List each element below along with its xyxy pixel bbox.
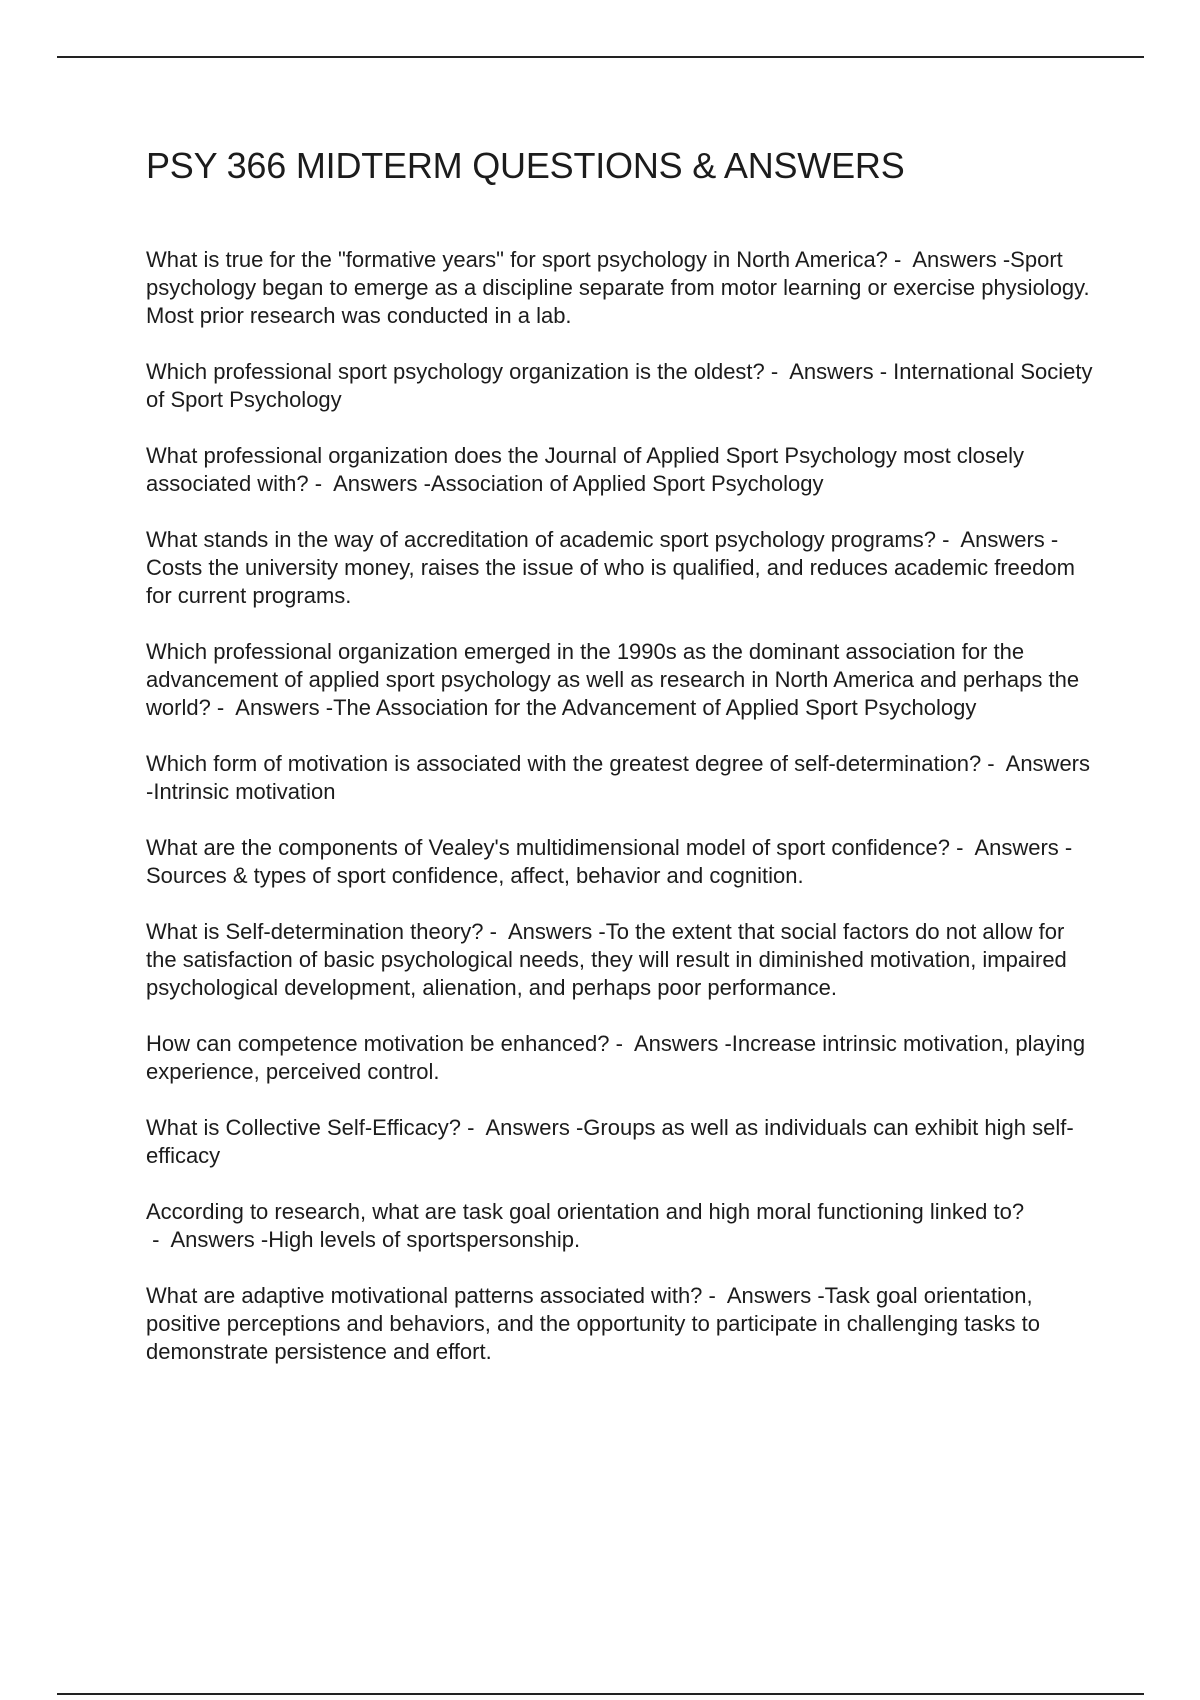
- question-text: Which professional organization emerged in the 1990s as the dominant association for the advancement of applied sport psychology as well as research in North America and perhaps the world?: [146, 639, 1080, 720]
- answer-text: - Answers -Sources & types of sport confidence, affect, behavior and cognition.: [146, 835, 1072, 888]
- qa-item-8: [146, 918, 1096, 1002]
- qa-item-4: [146, 526, 1096, 610]
- answer-text: - Answers -Association of Applied Sport Psychology: [309, 471, 824, 496]
- qa-item-11: [146, 1198, 1096, 1254]
- question-text: Which professional sport psychology organization is the oldest?: [146, 359, 765, 384]
- document-body: [146, 140, 1096, 1394]
- question-text: What is Self-determination theory?: [146, 919, 484, 944]
- answer-text: - Answers -Intrinsic motivation: [146, 751, 1090, 804]
- question-text: What are adaptive motivational patterns associated with?: [146, 1283, 703, 1308]
- qa-item-1: [146, 246, 1096, 330]
- answer-text: - Answers -Groups as well as individuals can exhibit high self-efficacy: [146, 1115, 1074, 1168]
- question-text: Which form of motivation is associated with the greatest degree of self-determination?: [146, 751, 982, 776]
- qa-item-6: [146, 750, 1096, 806]
- question-text: What stands in the way of accreditation of academic sport psychology programs?: [146, 527, 936, 552]
- answer-text: - Answers -Task goal orientation, positive perceptions and behaviors, and the opportunity to participate in challenging tasks to demonstrate persistence and effort.: [146, 1283, 1040, 1364]
- answer-text: - Answers -Costs the university money, raises the issue of who is qualified, and reduces academic freedom for current programs.: [146, 527, 1075, 608]
- answer-text: - Answers -Increase intrinsic motivation, playing experience, perceived control.: [146, 1031, 1085, 1084]
- answer-text: - Answers -High levels of sportspersonship.: [146, 1227, 580, 1252]
- qa-item-12: [146, 1282, 1096, 1366]
- question-text: How can competence motivation be enhanced?: [146, 1031, 610, 1056]
- answer-text: - Answers - International Society of Sport Psychology: [146, 359, 1093, 412]
- qa-item-7: [146, 834, 1096, 890]
- top-divider: [57, 56, 1144, 58]
- answer-text: - Answers -To the extent that social factors do not allow for the satisfaction of basic psychological needs, they will result in diminished motivation, impaired psychological development, alienation, and perhaps poor performance.: [146, 919, 1067, 1000]
- question-text: What is Collective Self-Efficacy?: [146, 1115, 462, 1140]
- answer-text: - Answers -The Association for the Advancement of Applied Sport Psychology: [211, 695, 977, 720]
- question-text: What are the components of Vealey's multidimensional model of sport confidence?: [146, 835, 950, 860]
- qa-item-5: [146, 638, 1096, 722]
- qa-item-10: [146, 1114, 1096, 1170]
- qa-item-3: [146, 442, 1096, 498]
- bottom-divider: [57, 1693, 1144, 1695]
- question-text: What professional organization does the Journal of Applied Sport Psychology most closely associated with?: [146, 443, 1025, 496]
- question-text: What is true for the "formative years" for sport psychology in North America?: [146, 247, 888, 272]
- qa-item-2: [146, 358, 1096, 414]
- qa-item-9: [146, 1030, 1096, 1086]
- answer-text: - Answers -Sport psychology began to emerge as a discipline separate from motor learning or exercise physiology. Most prior research was conducted in a lab.: [146, 247, 1090, 328]
- question-text: According to research, what are task goal orientation and high moral functioning linked to?: [146, 1199, 1025, 1224]
- page-title: PSY 366 MIDTERM QUESTIONS & ANSWERS: [146, 145, 905, 186]
